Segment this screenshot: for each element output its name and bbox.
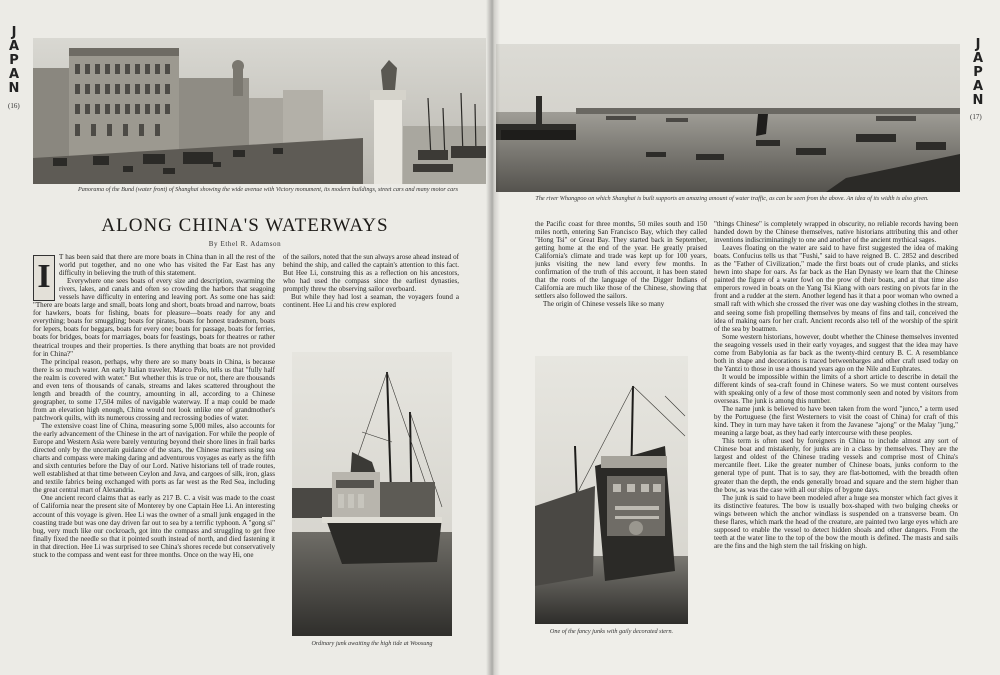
paragraph: The extensive coast line of China, measuring some 5,000 miles, also accounts for the early advancement of the Chinese in the art of navigation. For while the people of Europe and Western Asia were barely venturing beyond their shore lines in frail barks directed only by the uncertain guidance of the stars, the Chinese mariners using sea charts and compass were making daring and adventurous voyages as early as the fifth and sixth centuries before the Day of our Lord. Native historians tell of trade routes, well established at that time between Ceylon and Java, and cargoes of silk, iron, glass and textile fabrics being exchanged with ports as far west as the Red Sea, including the great central mart of Alexandria. <box>33 421 275 495</box>
brand-letter: A <box>8 39 20 54</box>
paragraph: One ancient record claims that as early as 217 B. C. a visit was made to the coast of California near the present site of Monterey by one Captain Hee Li. An interesting account of this voyage is given. Hee Li was the owner of a small junk engaged in the coasting trade but was one day driven far out to sea by a terrific typhoon. A "gong si" bug, very much like our cockroach, got into the compass and struggling to get free finally fixed the needle so that it pointed south instead of north, and died fastening it in that direction. Hee Li was surprised to see China's shores recede but conservatively stuck to the compass and went east for three months. Once on the way Hi, one <box>33 494 275 559</box>
book-gutter <box>486 0 500 675</box>
whangpoo-river-caption: The river Whangpoo on which Shanghai is built supports an amazing amount of water traffic, as can be seen from the above. An idea of its width is also given. <box>535 195 929 202</box>
left-column-1 <box>33 253 275 645</box>
paragraph: of the sailors, noted that the sun always arose ahead instead of behind the ship, and called the captain's attention to this fact. But Hee Li, construing this as a reflection on his ancestors, who had used the compass since the earliest dynasties, promptly threw the observing sailor overboard. <box>283 253 459 294</box>
brand-letter: A <box>8 67 20 82</box>
ordinary-junk-photo <box>292 352 452 636</box>
paragraph: This term is often used by foreigners in China to include almost any sort of Chinese boat and mistakenly, for junks are in a class by themselves. They are the largest and oldest of the Chinese trading vessels and comprise most of China's mercantile fleet. Like the greater number of Chinese boats, junks conform to the general type of punt. That is to say, they are flat-bottomed, with the breadth often greater than the depth, the ends generally broad and square and the stern higher than the bow, as was the case with all our ships of bygone days. <box>714 437 958 494</box>
brand-letter: J <box>975 37 981 52</box>
article-byline: By Ethel R. Adamson <box>208 240 282 248</box>
paragraph: The principal reason, perhaps, why there are so many boats in China, is because there is so much water. An early Italian traveler, Marco Polo, tells us that "fully half the realm is covered with water." But whether this is true or not, there are thousands and even tens of thousands of canals, streams and lakes scattered throughout the length and breadth of the country, amounting in all, according to a Chinese geographer, to some 17,504 miles of navigable waterway. If a map could be made from an elevation high enough, China would not look unlike one of grandmother's patchwork quilts, with its numerous crossing and recrossing bodies of water. <box>33 357 275 422</box>
page-number-right: (17) <box>970 113 982 121</box>
drop-cap <box>33 255 55 301</box>
paragraph: The junk is said to have been modeled after a huge sea monster which fact gives it its distinctive features. The bow is usually box-shaped with two bulging cheeks or wings between which the anchor windlass is suspended on a transverse beam. On these flares, which mark the head of the creature, are painted two large eyes which are supposed to enable the vessel to detect hidden shoals and other dangers. From the teeth at the water line to the top of the bow the mouth is defined. The masts and sails are the fins and the high stern the tail frisking on high. <box>714 493 958 550</box>
fancy-junk-caption: One of the fancy junks with gaily decorated stern. <box>549 628 674 635</box>
magazine-name-left <box>6 26 22 96</box>
brand-letter: N <box>972 93 984 108</box>
page-number-left: (16) <box>8 102 20 110</box>
brand-letter: A <box>972 51 984 66</box>
paragraph: Some western historians, however, doubt whether the Chinese themselves invented the seagoing vessels used in their early voyages, and suggest that the idea may have come from Babylonia as far back as the twenty-third century B. C. A resemblance both in shape and decorations is traced betweenbarges and other craft used today on the Yantzi to those in use a thousand years ago on the Nile and Euphrates. <box>714 332 958 373</box>
brand-letter: N <box>8 81 20 96</box>
paragraph: Leaves floating on the water are said to have first suggested the idea of making boats. Confucius tells us that "Fushi," said to have reigned B. C. 2852 and described as the "Father of Civilization," made the first boats out of crude planks, and sticks hewn into shape for oars. As far back as the Han Dynasty we learn that the Chinese painted the figure of a water fowl on the prow of their boats, and at that time also emperors rowed in boats on the Yang Tsi Kiang with oars resting on pivots far in the front and a rudder at the stern. Another legend has it that a poor woman who owned a small raft with which she crossed the river was one day washing clothes in the stream, and seeing some fish propelling themselves by means of fins and tail, conceived the idea of making oars for her craft. Ancient records also tell of the worship of the spirit of the sea by boatmen. <box>714 244 958 333</box>
right-column-1 <box>535 220 707 342</box>
brand-letter: P <box>973 65 983 80</box>
bund-panorama-photo <box>33 38 486 184</box>
paragraph: T has been said that there are more boats in China than in all the rest of the world put together, and no one who has visited the Far East has any difficulty in believing the truth of this statement. <box>59 253 275 278</box>
magazine-name-right <box>970 38 986 108</box>
paragraph: But while they had lost a seaman, the voyagers found a continent. Hee Li and his crew explored <box>283 293 459 310</box>
paragraph: It would be impossible within the limits of a short article to describe in detail the different kinds of sea-craft found in Chinese waters. So we must content ourselves with speaking only of a few of those most commonly seen and noted by visitors from overseas. The junk is among this number. <box>714 372 958 406</box>
article-headline: ALONG CHINA'S WATERWAYS <box>101 215 389 236</box>
whangpoo-river-photo <box>496 44 960 192</box>
brand-letter: P <box>9 53 19 68</box>
brand-letter: A <box>972 79 984 94</box>
fancy-junk-image <box>535 356 688 624</box>
fancy-junk-photo <box>535 356 688 624</box>
ordinary-junk-image <box>292 352 452 636</box>
paragraph: The origin of Chinese vessels like so many <box>543 300 665 309</box>
left-page <box>0 0 492 675</box>
bund-panorama-image <box>33 38 486 184</box>
right-page <box>492 0 1000 675</box>
ordinary-junk-caption: Ordinary junk awaiting the high tide at Woosung <box>311 640 433 647</box>
paragraph: the Pacific coast for three months, 50 miles south and 150 miles north, entering San Francisco Bay, which they called "Hong Tsi" or Great Bay. They started back in September, getting home at the end of the year. He greatly praised California's climate and trade was kept up for 100 years, junks visiting the new land every few months. In confirmation of the truth of this account, it has been stated that the roots of the language of the Digger Indians of California are much like those of the Chinese, showing that settlers also followed the sailors. <box>535 220 707 301</box>
brand-letter: J <box>11 25 17 40</box>
whangpoo-river-image <box>496 44 960 192</box>
paragraph: Everywhere one sees boats of every size and description, swarming the rivers, lakes, and canals and often so crowding the harbors that seagoing vessels have difficulty in entering and leaving port. As some one has said: "There are boats large and small, boats long and short, boats broad and narrow, boats for hawkers, boats for fishing, boats for pleasure—boats ready for any and everything; boats for smuggling; boats for pirates, boats for honest tradesmen, boats for lepers, boats for beggars, boats for every one; boats for passage, boats for ferries, boats for bridges, boats for marriages, boats for feastings, boats for theatres or rather theatrical troupes and their properties. Is there anything that boats are not provided for in China?" <box>33 277 275 358</box>
right-column-2 <box>714 220 958 640</box>
left-column-2 <box>283 253 459 337</box>
paragraph: The name junk is believed to have been taken from the word "junco," a term used by the Portuguese (the first Westerners to visit the coast of China) for craft of this kind. They in turn may have taken it from the Javanese "ajong" or the Malay "jung," meaning a large boat, as they had early intercourse with these peoples. <box>714 405 958 438</box>
paragraph: "things Chinese" is completely wrapped in obscurity, no reliable records having been handed down by the Chinese themselves, native historians attributing this and other inventions indiscriminatingly to one and another of the ancient mythical sages. <box>714 220 958 245</box>
bund-panorama-caption: Panorama of the Bund (water front) of Shanghai showing the wide avenue with Victory monument, its modern buildings, street cars and many motor cars <box>77 186 459 193</box>
drop-cap-letter: I <box>37 258 51 295</box>
